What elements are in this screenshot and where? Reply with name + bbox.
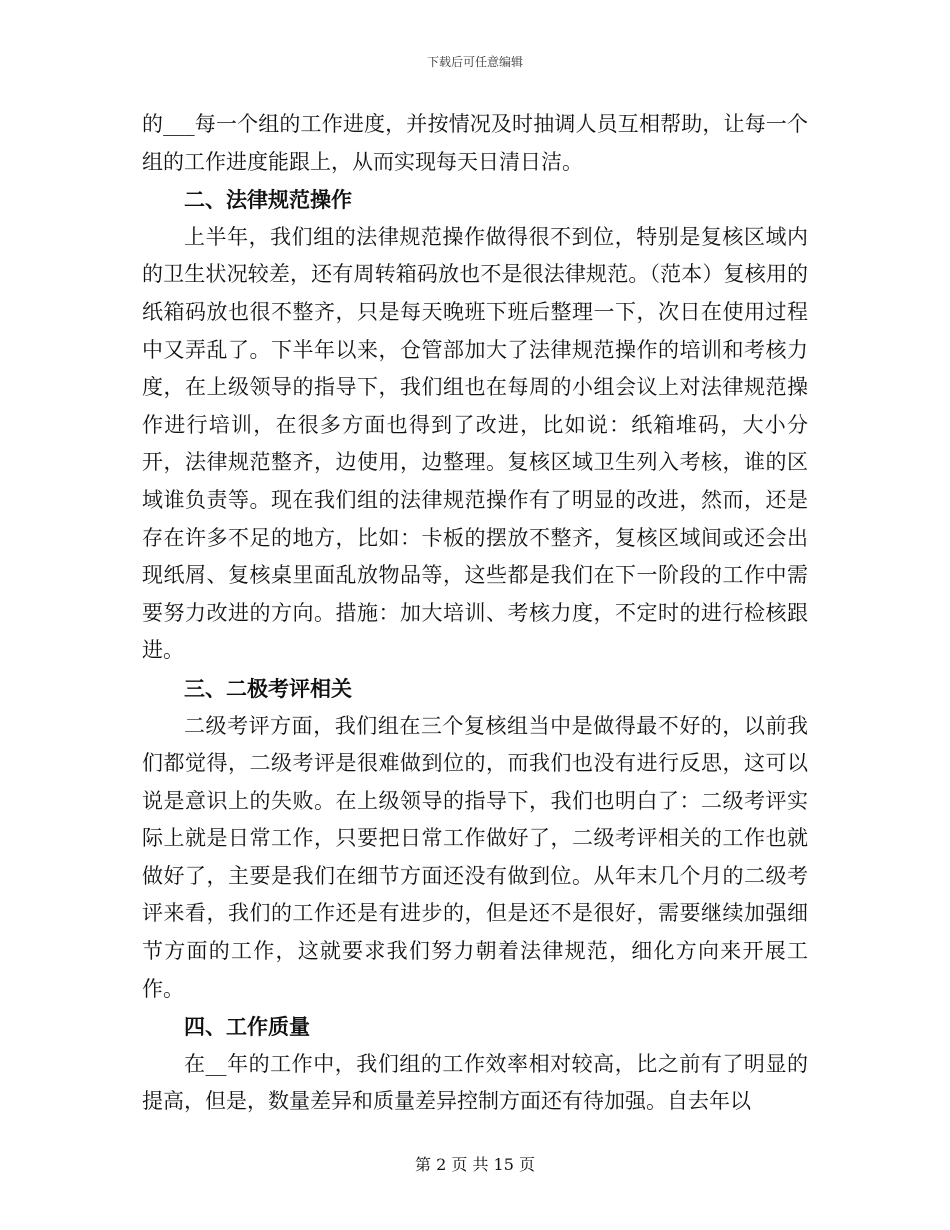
- page-header: 下载后可任意编辑: [426, 55, 523, 69]
- paragraph-section-2: 上半年，我们组的法律规范操作做得很不到位，特别是复核区域内的卫生状况较差，还有周转箱码放也不是很法律规范。（范本）复核用的纸箱码放也很不整齐，只是每天晚班下班后整理一下，次日在使用过程中又弄乱了。下半年以来，仓管部加大了法律规范操作的培训和考核力度，在上级领导的指导下，我们组也在每周的小组会议上对法律规范操作进行培训，在很多方面也得到了改进，比如说：纸箱堆码，大小分开，法律规范整齐，边使用，边整理。复核区域卫生列入考核，谁的区域谁负责等。现在我们组的法律规范操作有了明显的改进，然而，还是存在许多不足的地方，比如：卡板的摆放不整齐，复核区域间或还会出现纸屑、复核桌里面乱放物品等，这些都是我们在下一阶段的工作中需要努力改进的方向。措施：加大培训、考核力度，不定时的进行检核跟进。: [142, 224, 808, 663]
- page-number-footer: 第 2 页 共 15 页: [415, 1155, 535, 1174]
- section-heading-4: 四、工作质量: [184, 1014, 310, 1040]
- paragraph-section-4: 在__年的工作中，我们组的工作效率相对较高，比之前有了明显的提高，但是，数量差异和质量差异控制方面还有待加强。自去年以: [142, 1051, 808, 1114]
- paragraph-section-3: 二级考评方面，我们组在三个复核组当中是做得最不好的，以前我们都觉得，二级考评是很难做到位的，而我们也没有进行反思，这可以说是意识上的失败。在上级领导的指导下，我们也明白了：二级考评实际上就是日常工作，只要把日常工作做好了，二级考评相关的工作也就做好了，主要是我们在细节方面还没有做到位。从年末几个月的二级考评来看，我们的工作还是有进步的，但是还不是很好，需要继续加强细节方面的工作，这就要求我们努力朝着法律规范，细化方向来开展工作。: [142, 713, 808, 1001]
- document-body: [142, 106, 808, 1121]
- section-heading-2: 二、法律规范操作: [184, 187, 352, 213]
- section-heading-3: 三、二极考评相关: [184, 675, 352, 701]
- paragraph-continuation: 的___每一个组的工作进度，并按情况及时抽调人员互相帮助，让每一个组的工作进度能跟上，从而实现每天日清日洁。: [142, 112, 808, 174]
